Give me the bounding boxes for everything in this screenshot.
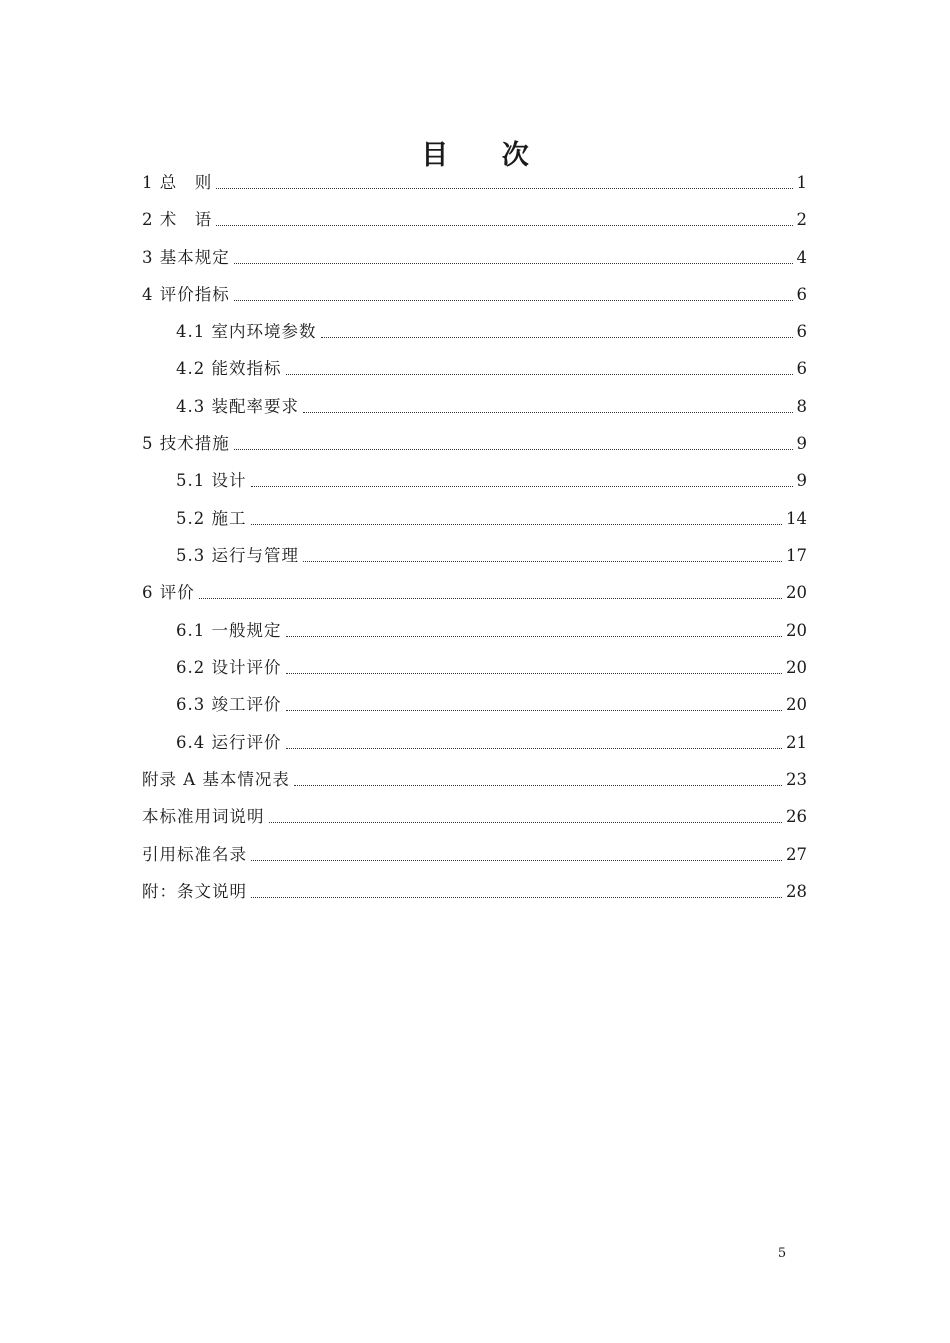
toc-entry-label: 5.2 施工 (176, 509, 247, 528)
toc-entry-page: 23 (786, 770, 807, 789)
toc-entry[interactable] (176, 354, 807, 384)
toc-leader-dots (286, 636, 783, 637)
toc-entry-page: 27 (786, 845, 807, 864)
toc-entry[interactable] (176, 466, 807, 496)
toc-entry-label: 6.1 一般规定 (176, 621, 282, 640)
toc-entry[interactable] (176, 392, 807, 422)
toc-entry-page: 4 (796, 248, 807, 267)
toc-leader-dots (216, 225, 792, 226)
toc-entry-label: 5.3 运行与管理 (176, 546, 299, 565)
toc-leader-dots (251, 860, 782, 861)
toc-entry[interactable] (142, 877, 807, 907)
toc-entry[interactable] (176, 728, 807, 758)
toc-leader-dots (321, 337, 793, 338)
toc-leader-dots (234, 300, 793, 301)
toc-leader-dots (251, 524, 783, 525)
toc-entry-page: 14 (786, 509, 807, 528)
toc-entry-page: 28 (786, 882, 807, 901)
toc-entry[interactable] (176, 690, 807, 720)
toc-entry[interactable] (176, 541, 807, 571)
toc-entry-page: 26 (786, 807, 807, 826)
toc-leader-dots (251, 897, 782, 898)
toc-entry-label: 引用标准名录 (142, 845, 247, 864)
toc-entry-page: 20 (786, 695, 807, 714)
toc-entry[interactable] (142, 840, 807, 870)
toc-entry-page: 9 (796, 434, 807, 453)
toc-entry-page: 20 (786, 583, 807, 602)
toc-leader-dots (303, 561, 782, 562)
toc-entry-label: 5 技术措施 (142, 434, 230, 453)
toc-entry-page: 8 (796, 397, 807, 416)
toc-entry[interactable] (142, 168, 807, 198)
toc-entry-label: 6 评价 (142, 583, 195, 602)
toc-leader-dots (286, 710, 783, 711)
toc-entry-label: 6.3 竣工评价 (176, 695, 282, 714)
toc-entry-label: 4 评价指标 (142, 285, 230, 304)
toc-entry-page: 17 (786, 546, 807, 565)
toc-entry-page: 1 (796, 173, 807, 192)
toc-leader-dots (234, 449, 793, 450)
toc-entry-label: 5.1 设计 (176, 471, 247, 490)
toc-entry[interactable] (142, 578, 807, 608)
toc-entry[interactable] (142, 765, 807, 795)
toc-leader-dots (294, 785, 782, 786)
toc-entry-label: 附录 A 基本情况表 (142, 770, 290, 789)
toc-leader-dots (286, 748, 783, 749)
toc-entry[interactable] (176, 616, 807, 646)
toc-entry-page: 9 (796, 471, 807, 490)
toc-entry-page: 6 (796, 359, 807, 378)
toc-leader-dots (269, 822, 783, 823)
page-number: 5 (777, 1246, 787, 1261)
toc-entry[interactable] (176, 653, 807, 683)
toc-entry-label: 4.2 能效指标 (176, 359, 282, 378)
toc-leader-dots (216, 188, 792, 189)
toc-entry-label: 4.3 装配率要求 (176, 397, 299, 416)
toc-entry-label: 1 总 则 (142, 173, 213, 192)
toc-entry-label: 6.2 设计评价 (176, 658, 282, 677)
toc-entry[interactable] (176, 317, 807, 347)
toc-entry-label: 4.1 室内环境参数 (176, 322, 317, 341)
toc-leader-dots (199, 598, 782, 599)
toc-entry[interactable] (142, 280, 807, 310)
toc-entry[interactable] (142, 429, 807, 459)
toc-entry-label: 3 基本规定 (142, 248, 230, 267)
toc-entry-page: 6 (796, 285, 807, 304)
toc-leader-dots (251, 486, 793, 487)
toc-entry-label: 6.4 运行评价 (176, 733, 282, 752)
toc-entry-page: 2 (796, 210, 807, 229)
toc-entry[interactable] (176, 504, 807, 534)
toc-entry[interactable] (142, 802, 807, 832)
toc-leader-dots (234, 263, 793, 264)
toc-entry-page: 20 (786, 621, 807, 640)
toc-leader-dots (286, 673, 783, 674)
toc-entry[interactable] (142, 205, 807, 235)
toc-entry[interactable] (142, 243, 807, 273)
toc-entry-page: 20 (786, 658, 807, 677)
toc-entry-page: 6 (796, 322, 807, 341)
page-title: 目 次 (421, 140, 551, 172)
toc-leader-dots (303, 412, 793, 413)
toc-entry-page: 21 (786, 733, 807, 752)
toc-leader-dots (286, 374, 793, 375)
toc-entry-label: 附：条文说明 (142, 882, 247, 901)
toc-entry-label: 本标准用词说明 (142, 807, 265, 826)
toc-entry-label: 2 术 语 (142, 210, 213, 229)
